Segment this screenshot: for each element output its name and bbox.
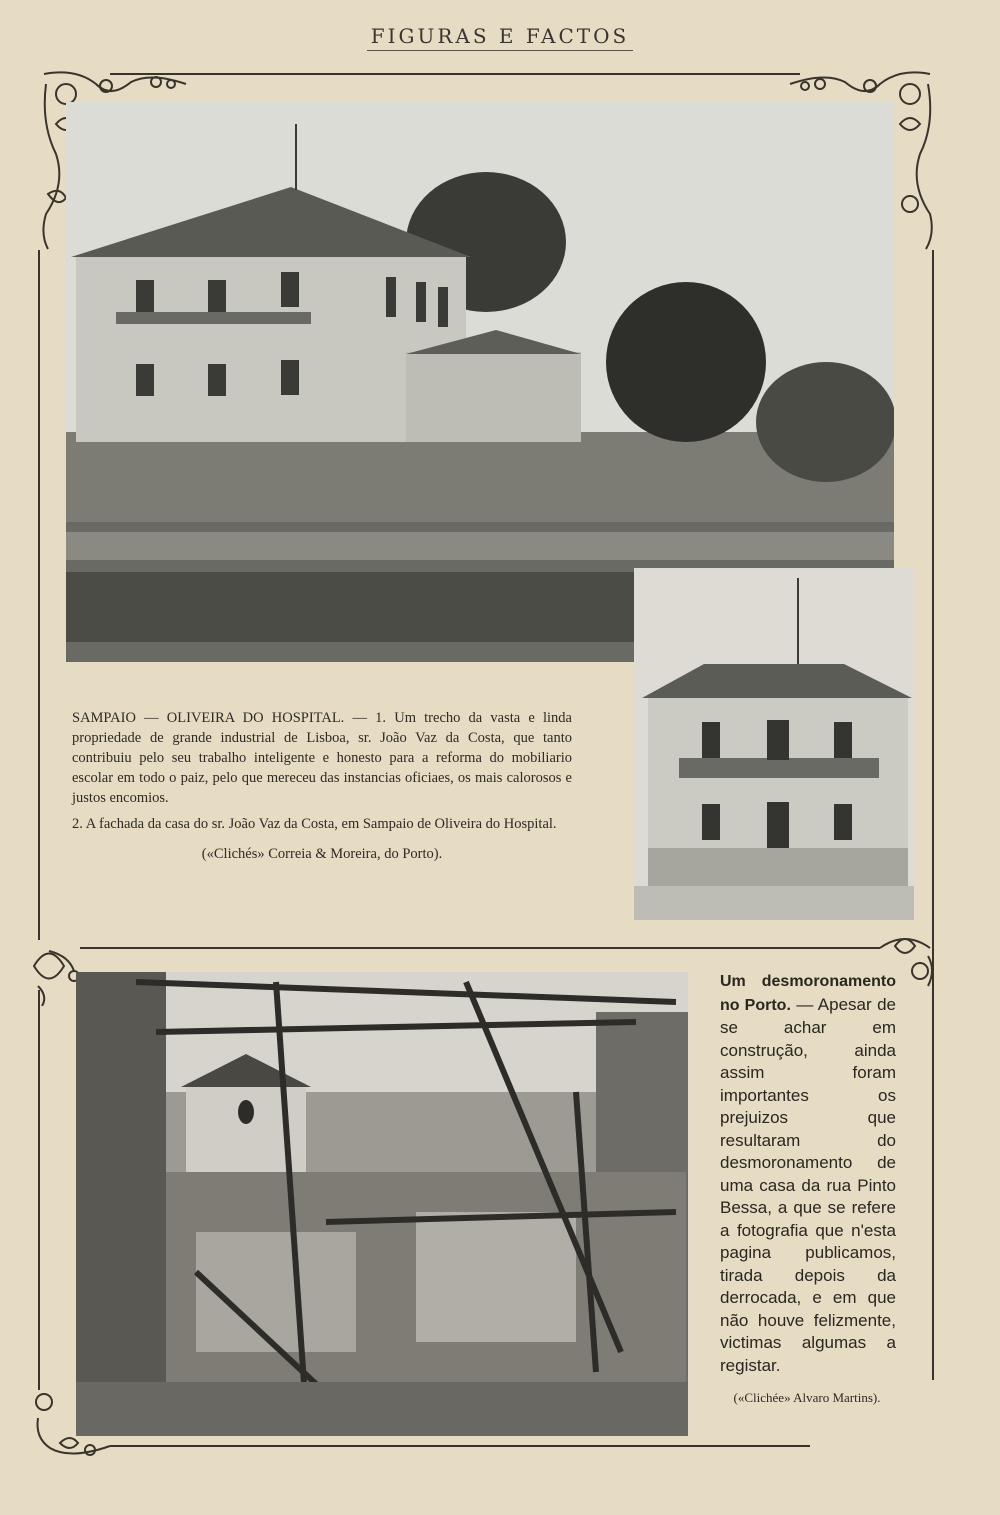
frame-middle-line [80,947,880,949]
photo-house-facade [634,568,914,920]
caption-lead: SAMPAIO — OLIVEIRA DO HOSPITAL. — 1. [72,710,387,726]
caption-paragraph-2: 2. A fachada da casa do sr. João Vaz da Costa, em Sampaio de Oliveira do Hospital. [72,816,557,832]
frame-left-line [38,250,40,940]
caption-text-1: Um trecho da vasta e linda propriedade de grande industrial de Lisboa, sr. João Vaz da Costa, que tanto contribuiu pelo seu trabalho inteligente e honesto para a reforma do mobiliario escolar em todo o paiz, pelo que mereceu das instancias oficiaes, os mais calorosos e justos encomios. [72,710,572,806]
frame-lower-left-line [38,990,40,1390]
photo-collapsed-building [76,972,688,1436]
frame-top-line [110,73,800,75]
photos-caption [72,708,572,870]
facade-photo-image [634,568,914,920]
collapse-photo-image [76,972,688,1436]
page-title: FIGURAS E FACTOS [367,24,633,51]
collapse-article-body: — Apesar de se achar em construção, ainda assim foram importantes os prejuizos que resultaram do desmoronamento de uma casa da rua Pinto Bessa, a que se refere a fotografia que n'esta pagina publicamos, tirada depois da derrocada, e em que não houve felizmente, victimas algumas a registar. [720,994,896,1375]
caption-credit: («Clichés» Correia & Moreira, do Porto). [201,846,443,862]
caption-paragraph-1 [72,708,572,808]
frame-right-line [932,250,934,1380]
collapse-article-title: Um desmoronamento no Porto. [720,973,896,1014]
collapse-article-credit: («Clichée» Alvaro Martins). [733,1390,881,1405]
page-header [0,24,1000,51]
collapse-article [720,970,896,1377]
frame-bottom-line [110,1445,810,1447]
